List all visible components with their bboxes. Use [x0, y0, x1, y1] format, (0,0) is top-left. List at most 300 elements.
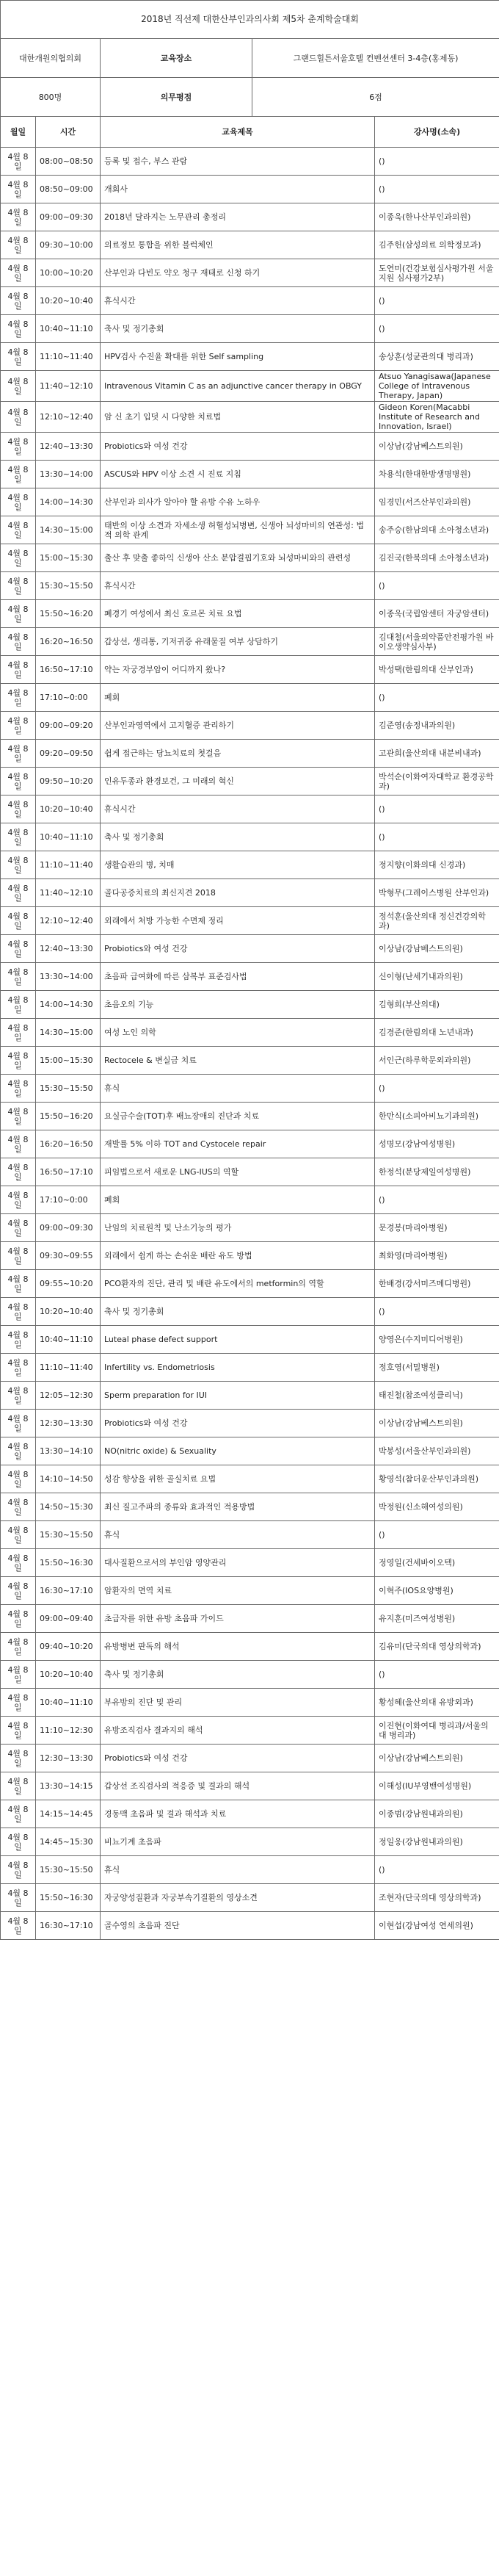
row-time: 17:10~0:00	[36, 684, 101, 712]
row-time: 10:40~11:10	[36, 315, 101, 343]
table-row	[1, 1270, 499, 1298]
row-time: 08:00~08:50	[36, 148, 101, 176]
row-date: 4월 8일	[1, 1521, 36, 1549]
table-row	[1, 287, 499, 315]
row-lecturer: Gideon Koren(Macabbi Institute of Research and Innovation, Israel)	[375, 402, 499, 433]
row-topic: 폐회	[101, 684, 375, 712]
row-date: 4월 8일	[1, 1326, 36, 1354]
row-topic: 등록 및 접수, 부스 관람	[101, 148, 375, 176]
row-topic: 재발률 5% 이하 TOT and Cystocele repair	[101, 1130, 375, 1158]
header-lecturer: 강사명(소속)	[375, 117, 499, 148]
row-lecturer: 이종욱(국립암센터 자궁암센터)	[375, 600, 499, 628]
table-row	[1, 1019, 499, 1047]
row-topic: 갑상선 조직검사의 적응증 및 결과의 해석	[101, 1772, 375, 1800]
row-date: 4월 8일	[1, 1130, 36, 1158]
place-value: 그랜드힐튼서울호텔 컨벤션센터 3-4층(홍제동)	[252, 39, 499, 78]
table-row	[1, 1326, 499, 1354]
row-lecturer: ()	[375, 1075, 499, 1103]
row-time: 15:50~16:20	[36, 1103, 101, 1130]
row-date: 4월 8일	[1, 516, 36, 544]
info-row-place	[1, 39, 499, 78]
row-time: 11:40~12:10	[36, 371, 101, 402]
row-topic: 초음오의 기능	[101, 991, 375, 1019]
table-row	[1, 1772, 499, 1800]
row-date: 4월 8일	[1, 176, 36, 203]
organization-name: 대한개원의협의회	[1, 39, 101, 78]
row-date: 4월 8일	[1, 1745, 36, 1772]
row-topic: 초음파 급여화에 따른 삼복부 표준검사법	[101, 963, 375, 991]
row-date: 4월 8일	[1, 1437, 36, 1465]
row-time: 09:55~10:20	[36, 1270, 101, 1298]
row-topic: 축사 및 정기총회	[101, 823, 375, 851]
row-lecturer: 김형희(부산의대)	[375, 991, 499, 1019]
row-time: 16:20~16:50	[36, 628, 101, 656]
row-date: 4월 8일	[1, 1270, 36, 1298]
row-lecturer: 김대철(서울의약품안전평가원 바이오생약심사부)	[375, 628, 499, 656]
row-date: 4월 8일	[1, 488, 36, 516]
row-lecturer: 조현자(단국의대 영상의학과)	[375, 1884, 499, 1912]
row-lecturer: 한배경(강서미즈메디병원)	[375, 1270, 499, 1298]
row-date: 4월 8일	[1, 1577, 36, 1605]
row-date: 4월 8일	[1, 600, 36, 628]
table-row	[1, 1800, 499, 1828]
table-row	[1, 1103, 499, 1130]
row-date: 4월 8일	[1, 1717, 36, 1745]
row-time: 09:20~09:50	[36, 740, 101, 768]
row-topic: 골수영의 초음파 진단	[101, 1912, 375, 1940]
row-time: 14:15~14:45	[36, 1800, 101, 1828]
table-row	[1, 628, 499, 656]
row-lecturer: ()	[375, 1298, 499, 1326]
table-row	[1, 433, 499, 461]
row-time: 12:40~13:30	[36, 935, 101, 963]
score-label: 의무평점	[101, 78, 252, 117]
row-date: 4월 8일	[1, 1019, 36, 1047]
row-date: 4월 8일	[1, 287, 36, 315]
table-row	[1, 1549, 499, 1577]
row-lecturer: 차용석(한대한방생명병원)	[375, 461, 499, 488]
row-time: 15:30~15:50	[36, 1521, 101, 1549]
row-topic: 난임의 치료원칙 및 난소기능의 평가	[101, 1214, 375, 1242]
table-row	[1, 1689, 499, 1717]
row-time: 15:30~15:50	[36, 1075, 101, 1103]
row-time: 09:00~09:20	[36, 712, 101, 740]
row-lecturer: 박성택(한림의대 산부인과)	[375, 656, 499, 684]
row-topic: Luteal phase defect support	[101, 1326, 375, 1354]
row-time: 10:40~11:10	[36, 1689, 101, 1717]
row-topic: 성감 향상을 위한 골실치료 요법	[101, 1465, 375, 1493]
row-lecturer: ()	[375, 1521, 499, 1549]
table-row	[1, 148, 499, 176]
row-time: 12:05~12:30	[36, 1382, 101, 1410]
row-lecturer: 박봉성(서울산부인과의원)	[375, 1437, 499, 1465]
row-lecturer: ()	[375, 148, 499, 176]
row-topic: 피임법으로서 새로운 LNG-IUS의 역할	[101, 1158, 375, 1186]
row-time: 15:50~16:30	[36, 1884, 101, 1912]
row-time: 15:30~15:50	[36, 1856, 101, 1884]
row-time: 10:00~10:20	[36, 259, 101, 287]
row-topic: Infertility vs. Endometriosis	[101, 1354, 375, 1382]
row-date: 4월 8일	[1, 315, 36, 343]
row-time: 09:50~10:20	[36, 768, 101, 795]
table-row	[1, 1354, 499, 1382]
row-time: 09:30~10:00	[36, 231, 101, 259]
row-date: 4월 8일	[1, 371, 36, 402]
row-topic: Probiotics와 여성 건강	[101, 1745, 375, 1772]
table-row	[1, 1242, 499, 1270]
title-row	[1, 1, 499, 39]
table-row	[1, 1437, 499, 1465]
row-lecturer: ()	[375, 823, 499, 851]
row-time: 11:40~12:10	[36, 879, 101, 907]
row-topic: 휴식	[101, 1856, 375, 1884]
table-row	[1, 259, 499, 287]
row-date: 4월 8일	[1, 991, 36, 1019]
row-topic: 비뇨기계 초음파	[101, 1828, 375, 1856]
table-row	[1, 1382, 499, 1410]
row-lecturer: 이혁주(IOS요양병원)	[375, 1577, 499, 1605]
row-lecturer: 김경준(한림의대 노년내과)	[375, 1019, 499, 1047]
header-row	[1, 117, 499, 148]
table-row	[1, 1717, 499, 1745]
row-lecturer: 정석훈(울산의대 정신건강의학과)	[375, 907, 499, 935]
table-row	[1, 1130, 499, 1158]
table-row	[1, 1298, 499, 1326]
row-lecturer: 정영일(건세바이오텍)	[375, 1549, 499, 1577]
table-row	[1, 1465, 499, 1493]
table-row	[1, 488, 499, 516]
row-topic: 인유두종과 환경보건, 그 미래의 혁신	[101, 768, 375, 795]
row-time: 14:30~15:00	[36, 516, 101, 544]
row-date: 4월 8일	[1, 1047, 36, 1075]
row-time: 10:20~10:40	[36, 1661, 101, 1689]
row-date: 4월 8일	[1, 823, 36, 851]
row-date: 4월 8일	[1, 1298, 36, 1326]
row-topic: 외래에서 처방 가능한 수면제 정리	[101, 907, 375, 935]
row-topic: 폐경기 여성에서 최신 호르몬 치료 요법	[101, 600, 375, 628]
row-topic: 암 신 초기 입덧 시 다양한 치료법	[101, 402, 375, 433]
row-topic: 휴식시간	[101, 287, 375, 315]
row-topic: Rectocele & 변실금 치료	[101, 1047, 375, 1075]
row-date: 4월 8일	[1, 402, 36, 433]
table-row	[1, 768, 499, 795]
row-lecturer: 한정석(분당제일여성병원)	[375, 1158, 499, 1186]
row-lecturer: ()	[375, 795, 499, 823]
table-row	[1, 315, 499, 343]
row-lecturer: 정지향(이화의대 신경과)	[375, 851, 499, 879]
row-lecturer: 문경봉(마리아병원)	[375, 1214, 499, 1242]
row-date: 4월 8일	[1, 1186, 36, 1214]
row-lecturer: 박정원(신소해여성의원)	[375, 1493, 499, 1521]
table-row	[1, 795, 499, 823]
table-row	[1, 343, 499, 371]
table-row	[1, 1745, 499, 1772]
row-lecturer: 이상남(강남베스트의원)	[375, 433, 499, 461]
row-lecturer: 최화영(마리아병원)	[375, 1242, 499, 1270]
row-topic: 부유방의 진단 및 관리	[101, 1689, 375, 1717]
row-time: 14:30~15:00	[36, 1019, 101, 1047]
row-lecturer: 이상남(강남베스트의원)	[375, 1410, 499, 1437]
row-time: 09:30~09:55	[36, 1242, 101, 1270]
row-lecturer: 도연미(건강보험심사평가원 서울지원 심사평가2부)	[375, 259, 499, 287]
row-date: 4월 8일	[1, 1354, 36, 1382]
row-date: 4월 8일	[1, 1689, 36, 1717]
row-time: 13:30~14:00	[36, 963, 101, 991]
table-row	[1, 1633, 499, 1661]
row-date: 4월 8일	[1, 1075, 36, 1103]
table-row	[1, 600, 499, 628]
row-time: 12:30~13:30	[36, 1745, 101, 1772]
row-date: 4월 8일	[1, 1661, 36, 1689]
table-row	[1, 572, 499, 600]
row-lecturer: 임경민(서즈산부인과의원)	[375, 488, 499, 516]
row-date: 4월 8일	[1, 1382, 36, 1410]
table-row	[1, 516, 499, 544]
row-lecturer: ()	[375, 1661, 499, 1689]
table-row	[1, 684, 499, 712]
row-topic: 대사질환으로서의 부인암 영양관리	[101, 1549, 375, 1577]
row-lecturer: 이해성(IU부영밴여성병원)	[375, 1772, 499, 1800]
row-time: 14:50~15:30	[36, 1493, 101, 1521]
row-topic: 약는 자궁경부암이 어디까지 왔나?	[101, 656, 375, 684]
place-label: 교육장소	[101, 39, 252, 78]
row-topic: Sperm preparation for IUI	[101, 1382, 375, 1410]
row-date: 4월 8일	[1, 1772, 36, 1800]
row-date: 4월 8일	[1, 231, 36, 259]
row-lecturer: 김유미(단국의대 영상의학과)	[375, 1633, 499, 1661]
header-topic: 교육제목	[101, 117, 375, 148]
row-lecturer: 고관희(울산의대 내분비내과)	[375, 740, 499, 768]
row-lecturer: ()	[375, 1856, 499, 1884]
row-time: 10:40~11:10	[36, 1326, 101, 1354]
row-date: 4월 8일	[1, 768, 36, 795]
table-row	[1, 740, 499, 768]
row-topic: 산부인과 다빈도 약오 청구 재태로 신청 하기	[101, 259, 375, 287]
row-topic: 초급자를 위한 유방 초음파 가이드	[101, 1605, 375, 1633]
row-time: 15:00~15:30	[36, 544, 101, 572]
row-topic: 갑상선, 생리통, 기저귀증 유래물질 여부 상담하기	[101, 628, 375, 656]
table-row	[1, 1186, 499, 1214]
table-row	[1, 935, 499, 963]
row-date: 4월 8일	[1, 935, 36, 963]
row-lecturer: 이종욱(한나산부인과의원)	[375, 203, 499, 231]
row-lecturer: 정일웅(강남원내과의원)	[375, 1828, 499, 1856]
row-time: 11:10~11:40	[36, 851, 101, 879]
row-topic: ASCUS와 HPV 이상 소견 시 진료 지침	[101, 461, 375, 488]
row-lecturer: 김진국(한북의대 소아청소년과)	[375, 544, 499, 572]
row-time: 14:00~14:30	[36, 488, 101, 516]
row-time: 10:20~10:40	[36, 1298, 101, 1326]
table-row	[1, 1493, 499, 1521]
table-row	[1, 656, 499, 684]
row-topic: 유방병변 판독의 해석	[101, 1633, 375, 1661]
row-time: 09:40~10:20	[36, 1633, 101, 1661]
table-row	[1, 991, 499, 1019]
row-date: 4월 8일	[1, 461, 36, 488]
info-row-score	[1, 78, 499, 117]
header-time: 시간	[36, 117, 101, 148]
row-lecturer: 신이형(난세기내과의원)	[375, 963, 499, 991]
row-topic: 휴식시간	[101, 795, 375, 823]
row-date: 4월 8일	[1, 203, 36, 231]
row-time: 12:40~13:30	[36, 433, 101, 461]
row-lecturer: 이상남(강남베스트의원)	[375, 1745, 499, 1772]
row-topic: 축사 및 정기총회	[101, 1298, 375, 1326]
table-row	[1, 371, 499, 402]
table-row	[1, 1828, 499, 1856]
row-date: 4월 8일	[1, 1549, 36, 1577]
row-date: 4월 8일	[1, 259, 36, 287]
row-time: 15:30~15:50	[36, 572, 101, 600]
row-date: 4월 8일	[1, 1158, 36, 1186]
row-date: 4월 8일	[1, 684, 36, 712]
table-row	[1, 176, 499, 203]
row-lecturer: 이진현(이화여대 병리과/서울의대 병리과)	[375, 1717, 499, 1745]
row-topic: 의료정보 통합을 위한 블럭체인	[101, 231, 375, 259]
table-row	[1, 823, 499, 851]
row-topic: 축사 및 정기총회	[101, 315, 375, 343]
row-date: 4월 8일	[1, 1242, 36, 1270]
row-time: 16:20~16:50	[36, 1130, 101, 1158]
row-topic: NO(nitric oxide) & Sexuality	[101, 1437, 375, 1465]
table-row	[1, 231, 499, 259]
row-time: 15:50~16:20	[36, 600, 101, 628]
row-lecturer: ()	[375, 684, 499, 712]
row-date: 4월 8일	[1, 1465, 36, 1493]
row-lecturer: 김주헌(삼성의료 의학정보과)	[375, 231, 499, 259]
row-topic: 휴식	[101, 1521, 375, 1549]
row-lecturer: 박석순(이화여자대학교 환경공학과)	[375, 768, 499, 795]
table-row	[1, 461, 499, 488]
table-row	[1, 1912, 499, 1940]
row-date: 4월 8일	[1, 433, 36, 461]
table-row	[1, 1661, 499, 1689]
row-date: 4월 8일	[1, 907, 36, 935]
row-date: 4월 8일	[1, 628, 36, 656]
table-row	[1, 402, 499, 433]
row-lecturer: Atsuo Yanagisawa(Japanese College of Intravenous Therapy, Japan)	[375, 371, 499, 402]
row-topic: Probiotics와 여성 건강	[101, 1410, 375, 1437]
row-date: 4월 8일	[1, 148, 36, 176]
row-lecturer: 유지훈(미즈여성병원)	[375, 1605, 499, 1633]
row-time: 17:10~0:00	[36, 1186, 101, 1214]
row-time: 11:10~12:30	[36, 1717, 101, 1745]
attendee-count: 800명	[1, 78, 101, 117]
row-lecturer: 황성혜(울산의대 유방외과)	[375, 1689, 499, 1717]
row-topic: 생활습관의 병, 치매	[101, 851, 375, 879]
table-row	[1, 851, 499, 879]
row-time: 08:50~09:00	[36, 176, 101, 203]
table-row	[1, 1214, 499, 1242]
row-lecturer: 이현섭(강남여성 연세의원)	[375, 1912, 499, 1940]
row-time: 13:30~14:00	[36, 461, 101, 488]
row-time: 15:00~15:30	[36, 1047, 101, 1075]
table-row	[1, 907, 499, 935]
row-time: 12:30~13:30	[36, 1410, 101, 1437]
row-time: 10:20~10:40	[36, 795, 101, 823]
row-topic: 쉽게 접근하는 당뇨치료의 첫걸음	[101, 740, 375, 768]
row-date: 4월 8일	[1, 740, 36, 768]
row-lecturer: ()	[375, 176, 499, 203]
row-date: 4월 8일	[1, 1214, 36, 1242]
row-time: 09:00~09:30	[36, 1214, 101, 1242]
row-lecturer: 송주승(한남의대 소아청소년과)	[375, 516, 499, 544]
row-time: 10:40~11:10	[36, 823, 101, 851]
row-topic: 요실금수술(TOT)후 배뇨장애의 진단과 치료	[101, 1103, 375, 1130]
table-row	[1, 1577, 499, 1605]
row-topic: 폐회	[101, 1186, 375, 1214]
score-value: 6점	[252, 78, 499, 117]
document-title: 2018년 직선제 대한산부인과의사회 제5차 춘계학술대회	[1, 1, 499, 39]
row-date: 4월 8일	[1, 1800, 36, 1828]
row-time: 11:10~11:40	[36, 1354, 101, 1382]
row-lecturer: ()	[375, 572, 499, 600]
row-date: 4월 8일	[1, 1828, 36, 1856]
row-topic: PCO환자의 진단, 관리 및 배란 유도에서의 metformin의 역할	[101, 1270, 375, 1298]
table-row	[1, 1075, 499, 1103]
row-date: 4월 8일	[1, 1856, 36, 1884]
table-row	[1, 879, 499, 907]
row-topic: 경동맥 초음파 및 결과 해석과 치료	[101, 1800, 375, 1828]
row-time: 09:00~09:40	[36, 1605, 101, 1633]
row-date: 4월 8일	[1, 879, 36, 907]
table-row	[1, 1521, 499, 1549]
row-date: 4월 8일	[1, 1605, 36, 1633]
table-row	[1, 963, 499, 991]
row-lecturer: 서인근(하루학문외과의원)	[375, 1047, 499, 1075]
row-date: 4월 8일	[1, 1493, 36, 1521]
row-topic: 휴식	[101, 1075, 375, 1103]
row-topic: 2018년 달라지는 노무관리 총정리	[101, 203, 375, 231]
row-date: 4월 8일	[1, 343, 36, 371]
table-row	[1, 712, 499, 740]
table-row	[1, 1158, 499, 1186]
row-topic: 유방조직검사 결과지의 해석	[101, 1717, 375, 1745]
row-lecturer: 태진철(참조여성클리닉)	[375, 1382, 499, 1410]
row-topic: 출산 후 맞출 좋하익 신생아 산소 분압결핍기호와 뇌성마비와의 관련성	[101, 544, 375, 572]
row-time: 16:30~17:10	[36, 1577, 101, 1605]
row-topic: 외래에서 쉽게 하는 손쉬운 배란 유도 방법	[101, 1242, 375, 1270]
row-topic: 산부인과 의사가 알아야 할 유방 수유 노하우	[101, 488, 375, 516]
table-row	[1, 544, 499, 572]
row-lecturer: 정호영(서밀병원)	[375, 1354, 499, 1382]
row-lecturer: ()	[375, 315, 499, 343]
row-topic: 자궁양성질환과 자궁부속기질환의 영상소견	[101, 1884, 375, 1912]
row-date: 4월 8일	[1, 572, 36, 600]
row-time: 11:10~11:40	[36, 343, 101, 371]
row-time: 13:30~14:15	[36, 1772, 101, 1800]
row-time: 14:00~14:30	[36, 991, 101, 1019]
row-date: 4월 8일	[1, 795, 36, 823]
row-date: 4월 8일	[1, 851, 36, 879]
row-time: 14:10~14:50	[36, 1465, 101, 1493]
row-time: 16:50~17:10	[36, 656, 101, 684]
row-topic: Intravenous Vitamin C as an adjunctive cancer therapy in OBGY	[101, 371, 375, 402]
row-date: 4월 8일	[1, 1633, 36, 1661]
row-topic: 여성 노인 의학	[101, 1019, 375, 1047]
row-time: 16:50~17:10	[36, 1158, 101, 1186]
row-lecturer: 한만식(소피아비뇨기과의원)	[375, 1103, 499, 1130]
row-lecturer: 이상남(강남베스트의원)	[375, 935, 499, 963]
row-time: 13:30~14:10	[36, 1437, 101, 1465]
row-date: 4월 8일	[1, 1912, 36, 1940]
row-time: 10:20~10:40	[36, 287, 101, 315]
table-row	[1, 203, 499, 231]
row-date: 4월 8일	[1, 1884, 36, 1912]
row-time: 14:45~15:30	[36, 1828, 101, 1856]
row-time: 16:30~17:10	[36, 1912, 101, 1940]
row-topic: 산부인과영역에서 고지혈증 관리하기	[101, 712, 375, 740]
